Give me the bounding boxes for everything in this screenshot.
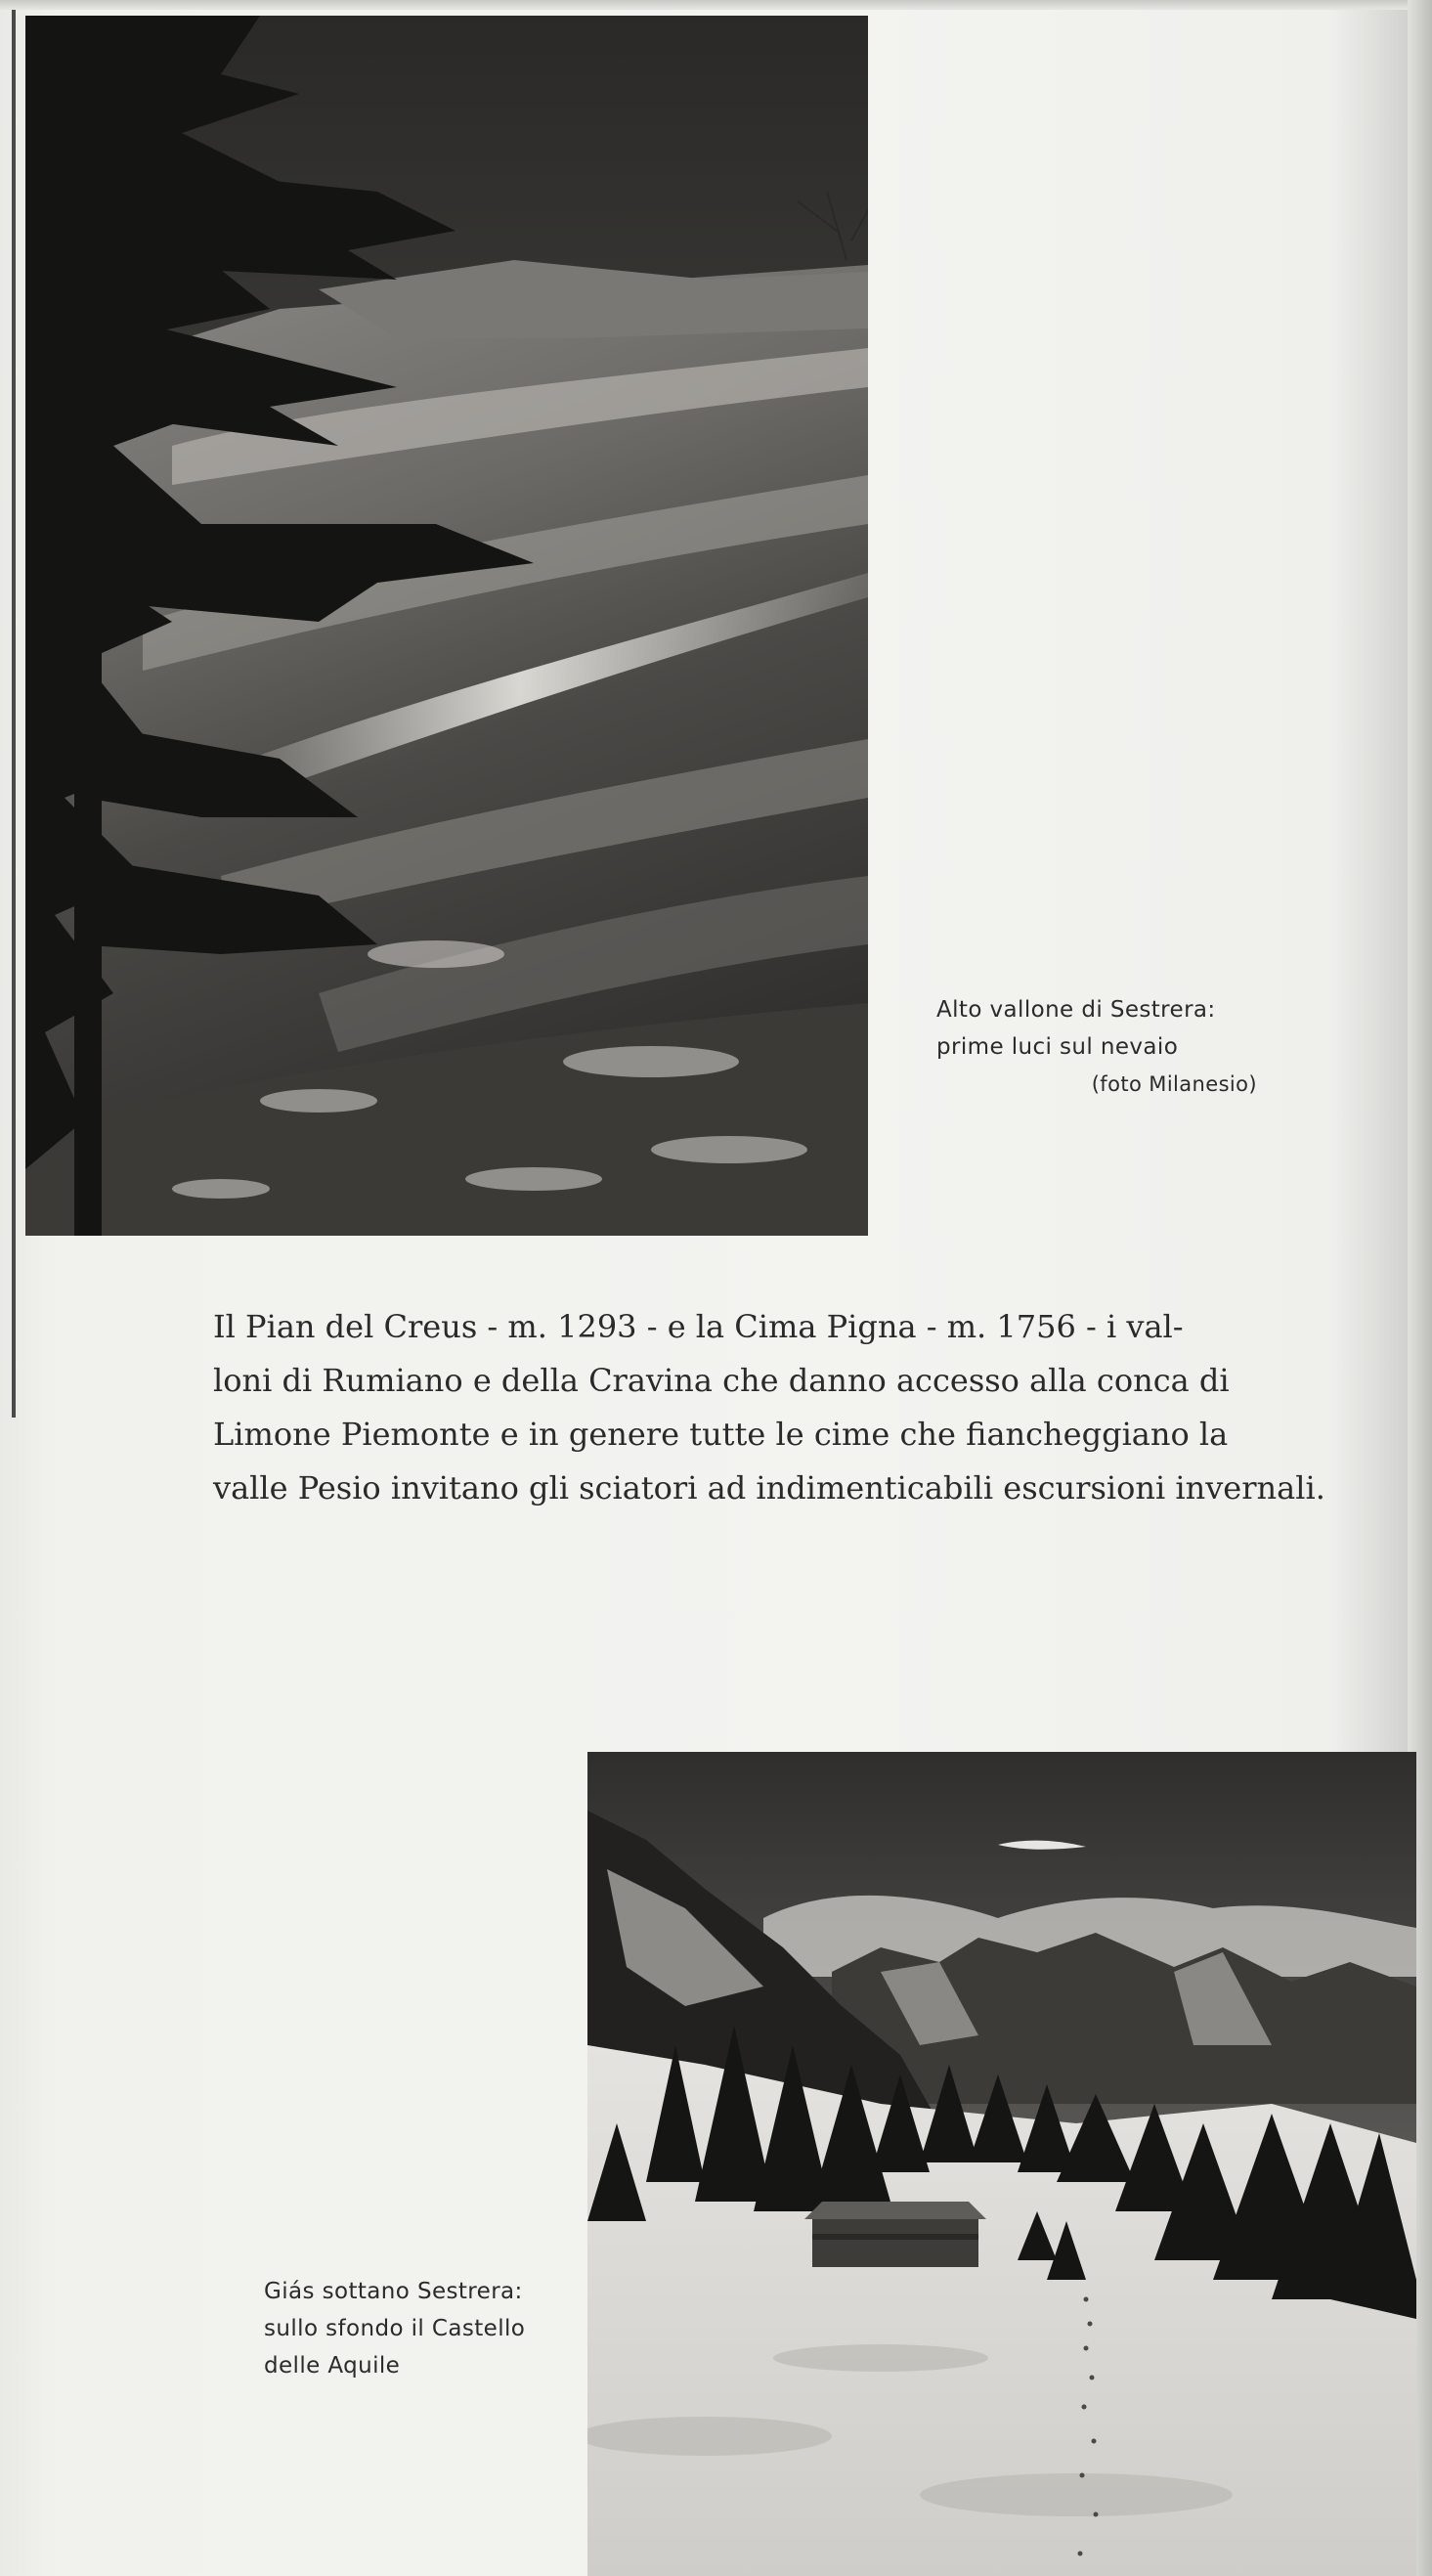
photo-credit: (foto Milanesio): [1091, 1072, 1257, 1096]
page-spine: [12, 10, 16, 1418]
photo-bottom-caption-line-1: Giás sottano Sestrera:: [264, 2279, 523, 2304]
photo-mountain-hut: [587, 1752, 1416, 2576]
photo-snow-slope: [25, 16, 868, 1236]
body-paragraph: [213, 1300, 1325, 1515]
page-top-edge: [0, 0, 1432, 10]
photo-snow-slope-image: [25, 16, 868, 1236]
photo-bottom-caption-line-2: sullo sfondo il Castello: [264, 2316, 526, 2341]
photo-top-caption: [936, 991, 1298, 1103]
body-line-1: Il Pian del Creus - m. 1293 - e la Cima Pigna - m. 1756 - i val-: [213, 1308, 1184, 1345]
photo-bottom-caption: [264, 2273, 567, 2384]
body-line-3: Limone Piemonte e in genere tutte le cime che fiancheggiano la: [213, 1416, 1229, 1453]
body-line-2: loni di Rumiano e della Cravina che danno accesso alla conca di: [213, 1362, 1230, 1399]
photo-bottom-caption-line-3: delle Aquile: [264, 2353, 401, 2379]
photo-mountain-hut-image: [587, 1752, 1416, 2576]
body-line-4: valle Pesio invitano gli sciatori ad indimenticabili escursioni invernali.: [213, 1469, 1325, 1506]
photo-top-caption-line-2: prime luci sul nevaio: [936, 1034, 1179, 1060]
photo-top-caption-line-1: Alto vallone di Sestrera:: [936, 997, 1216, 1023]
